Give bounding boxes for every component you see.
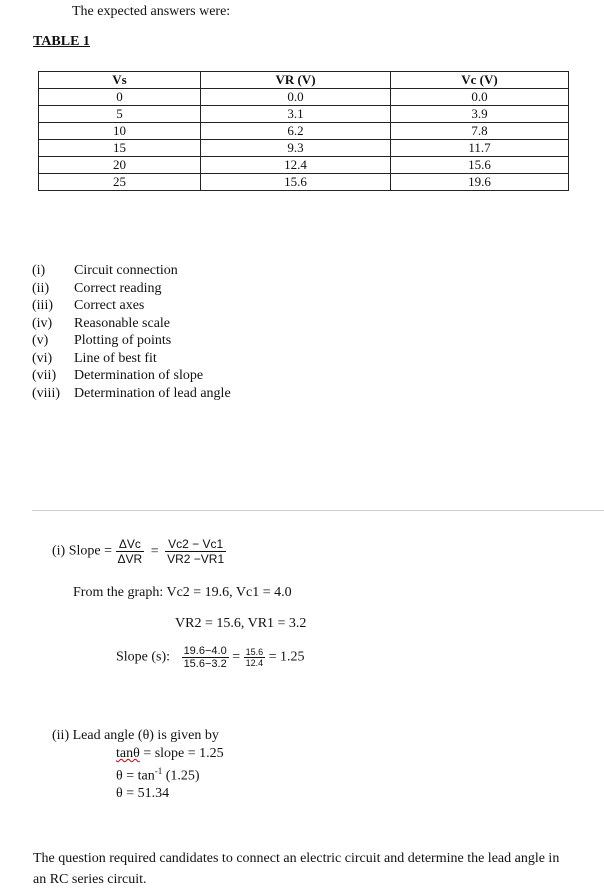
list-item — [32, 350, 231, 368]
slope-label: (i) Slope = — [52, 543, 112, 559]
list-item — [32, 332, 231, 350]
tan-theta-word: tanθ — [116, 746, 140, 761]
list-text: Correct axes — [74, 298, 145, 313]
cell: 11.7 — [391, 140, 569, 157]
lead-angle-heading: (ii) Lead angle (θ) is given by — [52, 728, 219, 743]
table-row — [39, 157, 569, 174]
fraction-denominator: ΔVR — [117, 552, 143, 566]
fraction-denominator: 12.4 — [245, 658, 264, 668]
slope-s-label: Slope (s): — [116, 649, 171, 665]
fraction-denominator: 15.6−3.2 — [183, 658, 227, 670]
slope-formula — [52, 537, 226, 566]
cell: 20 — [39, 157, 201, 174]
graph-values-line2: VR2 = 15.6, VR1 = 3.2 — [175, 616, 307, 631]
fraction-numerator: 19.6−4.0 — [183, 645, 227, 657]
cell: 0.0 — [201, 89, 391, 106]
cell: 10 — [39, 123, 201, 140]
list-item — [32, 262, 231, 280]
theta-suffix: (1.25) — [162, 768, 200, 784]
list-number: (iv) — [32, 315, 53, 331]
slope-fraction-voltages — [165, 537, 226, 566]
list-number: (i) — [32, 263, 46, 278]
table-row — [39, 106, 569, 123]
fraction-numerator: 15.6 — [245, 647, 264, 657]
slope-calculation — [116, 645, 305, 670]
list-number: (ii) — [32, 280, 50, 296]
list-number: (iii) — [32, 298, 53, 313]
header-vs: Vs — [39, 72, 201, 89]
table-row — [39, 89, 569, 106]
cell: 15.6 — [201, 174, 391, 191]
list-text: Reasonable scale — [74, 315, 171, 331]
list-item — [32, 297, 231, 315]
list-text: Line of best fit — [74, 350, 157, 366]
table-row — [39, 174, 569, 191]
list-item — [32, 385, 231, 403]
header-vr: VR (V) — [201, 72, 391, 89]
list-text: Plotting of points — [74, 333, 172, 348]
results-table — [38, 71, 569, 191]
table-title: TABLE 1 — [33, 34, 90, 49]
tan-theta-rest: = slope = 1.25 — [139, 746, 224, 761]
cell: 5 — [39, 106, 201, 123]
slope-fraction-delta — [116, 537, 145, 566]
cell: 6.2 — [201, 123, 391, 140]
graph-values-line1: From the graph: Vc2 = 19.6, Vc1 = 4.0 — [73, 585, 292, 600]
slope-s-fraction — [182, 645, 229, 670]
list-text: Circuit connection — [74, 263, 178, 278]
lead-angle-inverse-line — [116, 766, 200, 785]
fraction-numerator: Vc2 − Vc1 — [165, 537, 226, 552]
list-text: Correct reading — [74, 280, 162, 296]
fraction-denominator: VR2 −VR1 — [167, 552, 225, 566]
section-divider — [32, 510, 604, 511]
cell: 3.9 — [391, 106, 569, 123]
lead-angle-tan-line — [116, 746, 224, 762]
list-number: (v) — [32, 333, 49, 348]
criteria-list — [32, 262, 231, 402]
cell: 19.6 — [391, 174, 569, 191]
cell: 25 — [39, 174, 201, 191]
theta-superscript: -1 — [154, 766, 163, 776]
table-row — [39, 123, 569, 140]
list-item — [32, 367, 231, 385]
list-item — [32, 280, 231, 298]
fraction-numerator: ΔVc — [116, 537, 145, 552]
cell: 0 — [39, 89, 201, 106]
cell: 15.6 — [391, 157, 569, 174]
cell: 3.1 — [201, 106, 391, 123]
intro-text: The expected answers were: — [72, 4, 231, 19]
lead-angle-result: θ = 51.34 — [116, 786, 170, 801]
list-item — [32, 315, 231, 333]
cell: 0.0 — [391, 89, 569, 106]
table-header-row — [39, 72, 569, 89]
header-vc: Vc (V) — [391, 72, 569, 89]
list-number: (vii) — [32, 368, 57, 383]
theta-prefix: θ = tan — [116, 768, 155, 784]
list-number: (viii) — [32, 385, 60, 401]
slope-s-fraction-2 — [244, 647, 266, 668]
list-number: (vi) — [32, 350, 53, 366]
list-text: Determination of lead angle — [74, 385, 231, 401]
list-text: Determination of slope — [74, 368, 204, 383]
cell: 7.8 — [391, 123, 569, 140]
equals-sign: = — [150, 543, 159, 559]
slope-result: = 1.25 — [268, 649, 305, 665]
equals-sign: = — [232, 649, 241, 665]
cell: 9.3 — [201, 140, 391, 157]
footer-paragraph: The question required candidates to connect an electric circuit and determine the lead angle in an RC series circuit. — [33, 851, 560, 887]
cell: 15 — [39, 140, 201, 157]
cell: 12.4 — [201, 157, 391, 174]
table-row — [39, 140, 569, 157]
